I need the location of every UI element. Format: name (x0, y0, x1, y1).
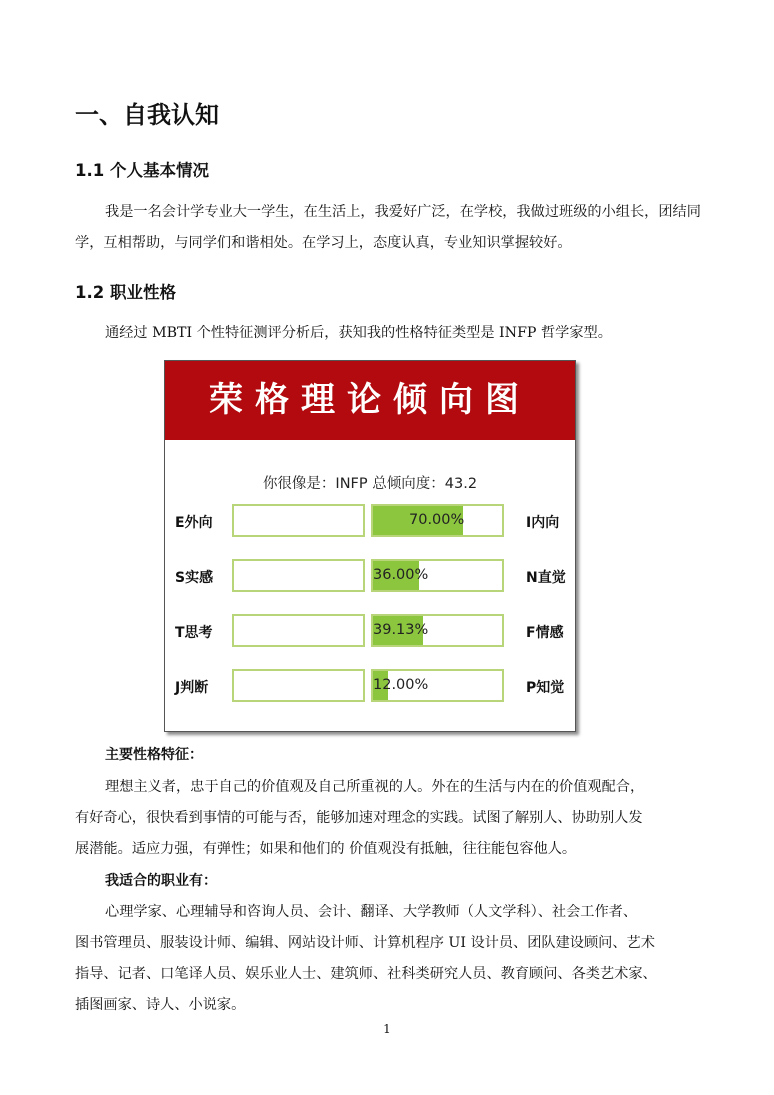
chart-title: 荣格理论倾向图 (165, 361, 575, 440)
careers-line: 图书管理员、服装设计师、编辑、网站设计师、计算机程序 UI 设计员、团队建设顾问、艺术 (75, 935, 655, 951)
chart-right-label: I内向 (526, 515, 560, 531)
chart-right-label: N直觉 (526, 570, 566, 586)
chart-left-label: S实感 (175, 570, 214, 586)
section-title-basic-info: 1.1 个人基本情况 (75, 161, 209, 180)
chart-right-bar-box (371, 614, 504, 647)
chart-left-bar-box (232, 504, 365, 537)
traits-line: 理想主义者，忠于自己的价值观及自己所重视的人。外在的生活与内在的价值观配合， (105, 779, 645, 795)
careers-line: 插图画家、诗人、小说家。 (75, 997, 246, 1013)
heading-self-awareness: 一、自我认知 (75, 101, 219, 129)
careers-heading: 我适合的职业有： (105, 873, 217, 889)
chart-right-bar-box (371, 669, 504, 702)
chart-left-label: E外向 (175, 515, 213, 531)
traits-heading: 主要性格特征： (105, 747, 203, 763)
chart-data-label: 39.13% (373, 622, 429, 638)
jung-type-chart (164, 360, 576, 732)
chart-data-label: 70.00% (409, 512, 465, 528)
traits-line: 有好奇心，很快看到事情的可能与否，能够加速对理念的实践。试图了解别人、协助别人发 (75, 810, 643, 826)
chart-left-label: J判断 (175, 680, 209, 696)
chart-data-label: 12.00% (373, 677, 429, 693)
chart-left-bar-box (232, 614, 365, 647)
careers-line: 心理学家、心理辅导和咨询人员、会计、翻译、大学教师（人文学科）、社会工作者、 (105, 904, 638, 920)
careers-line: 指导、记者、口笔译人员、娱乐业人士、建筑师、社科类研究人员、教育顾问、各类艺术家、 (75, 966, 657, 982)
chart-right-bar-box (371, 559, 504, 592)
chart-summary: 你很像是：INFP 总倾向度：43.2 (262, 476, 478, 492)
chart-right-label: P知觉 (526, 680, 565, 696)
paragraph-mbti-intro: 通经过 MBTI 个性特征测评分析后，获知我的性格特征类型是 INFP 哲学家型。 (105, 325, 612, 341)
section-title-personality: 1.2 职业性格 (75, 283, 176, 302)
page-number: 1 (383, 1022, 391, 1036)
chart-right-label: F情感 (526, 625, 564, 641)
chart-left-label: T思考 (175, 625, 213, 641)
paragraph-basic-info: 我是一名会计学专业大一学生，在生活上，我爱好广泛，在学校，我做过班级的小组长，团结同学，互相帮助，与同学们和谐相处。在学习上，态度认真，专业知识掌握较好。 (75, 204, 701, 251)
chart-right-bar-box (371, 504, 504, 537)
traits-line: 展潜能。适应力强，有弹性；如果和他们的 价值观没有抵触，往往能包容他人。 (75, 841, 577, 857)
chart-left-bar-box (232, 559, 365, 592)
chart-data-label: 36.00% (373, 567, 429, 583)
chart-left-bar-box (232, 669, 365, 702)
